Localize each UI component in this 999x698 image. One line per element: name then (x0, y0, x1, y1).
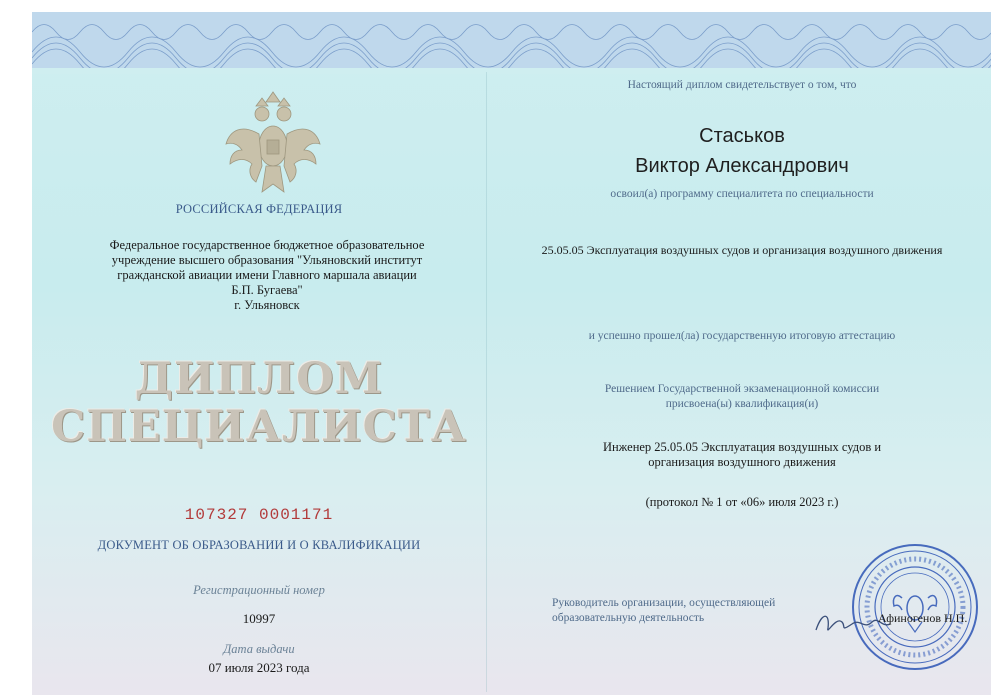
page-fold (486, 72, 487, 692)
institution-name (92, 238, 442, 313)
commission-text (502, 382, 982, 412)
coat-of-arms-icon (222, 84, 324, 200)
graduate-given-names: Виктор Александрович (635, 155, 849, 177)
registration-number-label: Регистрационный номер (193, 583, 325, 597)
guilloche-border (32, 12, 991, 74)
head-label-line: образовательную деятельность (552, 612, 705, 624)
institution-city: г. Ульяновск (234, 298, 300, 312)
head-label-line: Руководитель организации, осуществляющей (552, 597, 776, 609)
official-seal-icon (850, 542, 980, 672)
institution-line: учреждение высшего образования "Ульяновский институт (111, 253, 423, 267)
commission-line: присвоена(ы) квалификация(и) (665, 398, 819, 410)
diploma-subtitle: СПЕЦИАЛИСТА (51, 402, 467, 452)
diploma-title: ДИПЛОМ (134, 354, 384, 404)
protocol-reference: (протокол № 1 от «06» июля 2023 г.) (645, 495, 839, 509)
certifies-text: Настоящий диплом свидетельствует о том, что (627, 79, 857, 91)
diploma-document (32, 12, 991, 695)
document-type: ДОКУМЕНТ ОБ ОБРАЗОВАНИИ И О КВАЛИФИКАЦИИ (97, 538, 421, 552)
qualification-line: Инженер 25.05.05 Эксплуатация воздушных судов и (602, 440, 882, 454)
commission-line: Решением Государственной экзаменационной комиссии (604, 383, 880, 395)
institution-line: Б.П. Бугаева" (231, 283, 303, 297)
country-name: РОССИЙСКАЯ ФЕДЕРАЦИЯ (175, 202, 343, 216)
graduate-surname: Стаськов (699, 125, 785, 147)
issue-date: 07 июля 2023 года (208, 660, 310, 675)
head-of-organization-label (552, 596, 812, 626)
qualification (502, 440, 982, 470)
institution-line: Федеральное государственное бюджетное образовательное (109, 238, 425, 252)
issue-date-label: Дата выдачи (223, 642, 295, 656)
registration-number: 10997 (242, 611, 276, 626)
specialty: 25.05.05 Эксплуатация воздушных судов и организация воздушного движения (541, 243, 943, 257)
serial-number: 107327 0001171 (184, 506, 334, 524)
attestation-text: и успешно прошел(ла) государственную итоговую аттестацию (588, 330, 896, 342)
mastered-program-text: освоил(а) программу специалитета по специальности (610, 188, 874, 200)
head-of-organization-name: Афиногенов Н.П. (878, 611, 968, 625)
institution-line: гражданской авиации имени Главного маршала авиации (117, 268, 417, 282)
qualification-line: организация воздушного движения (648, 455, 836, 469)
